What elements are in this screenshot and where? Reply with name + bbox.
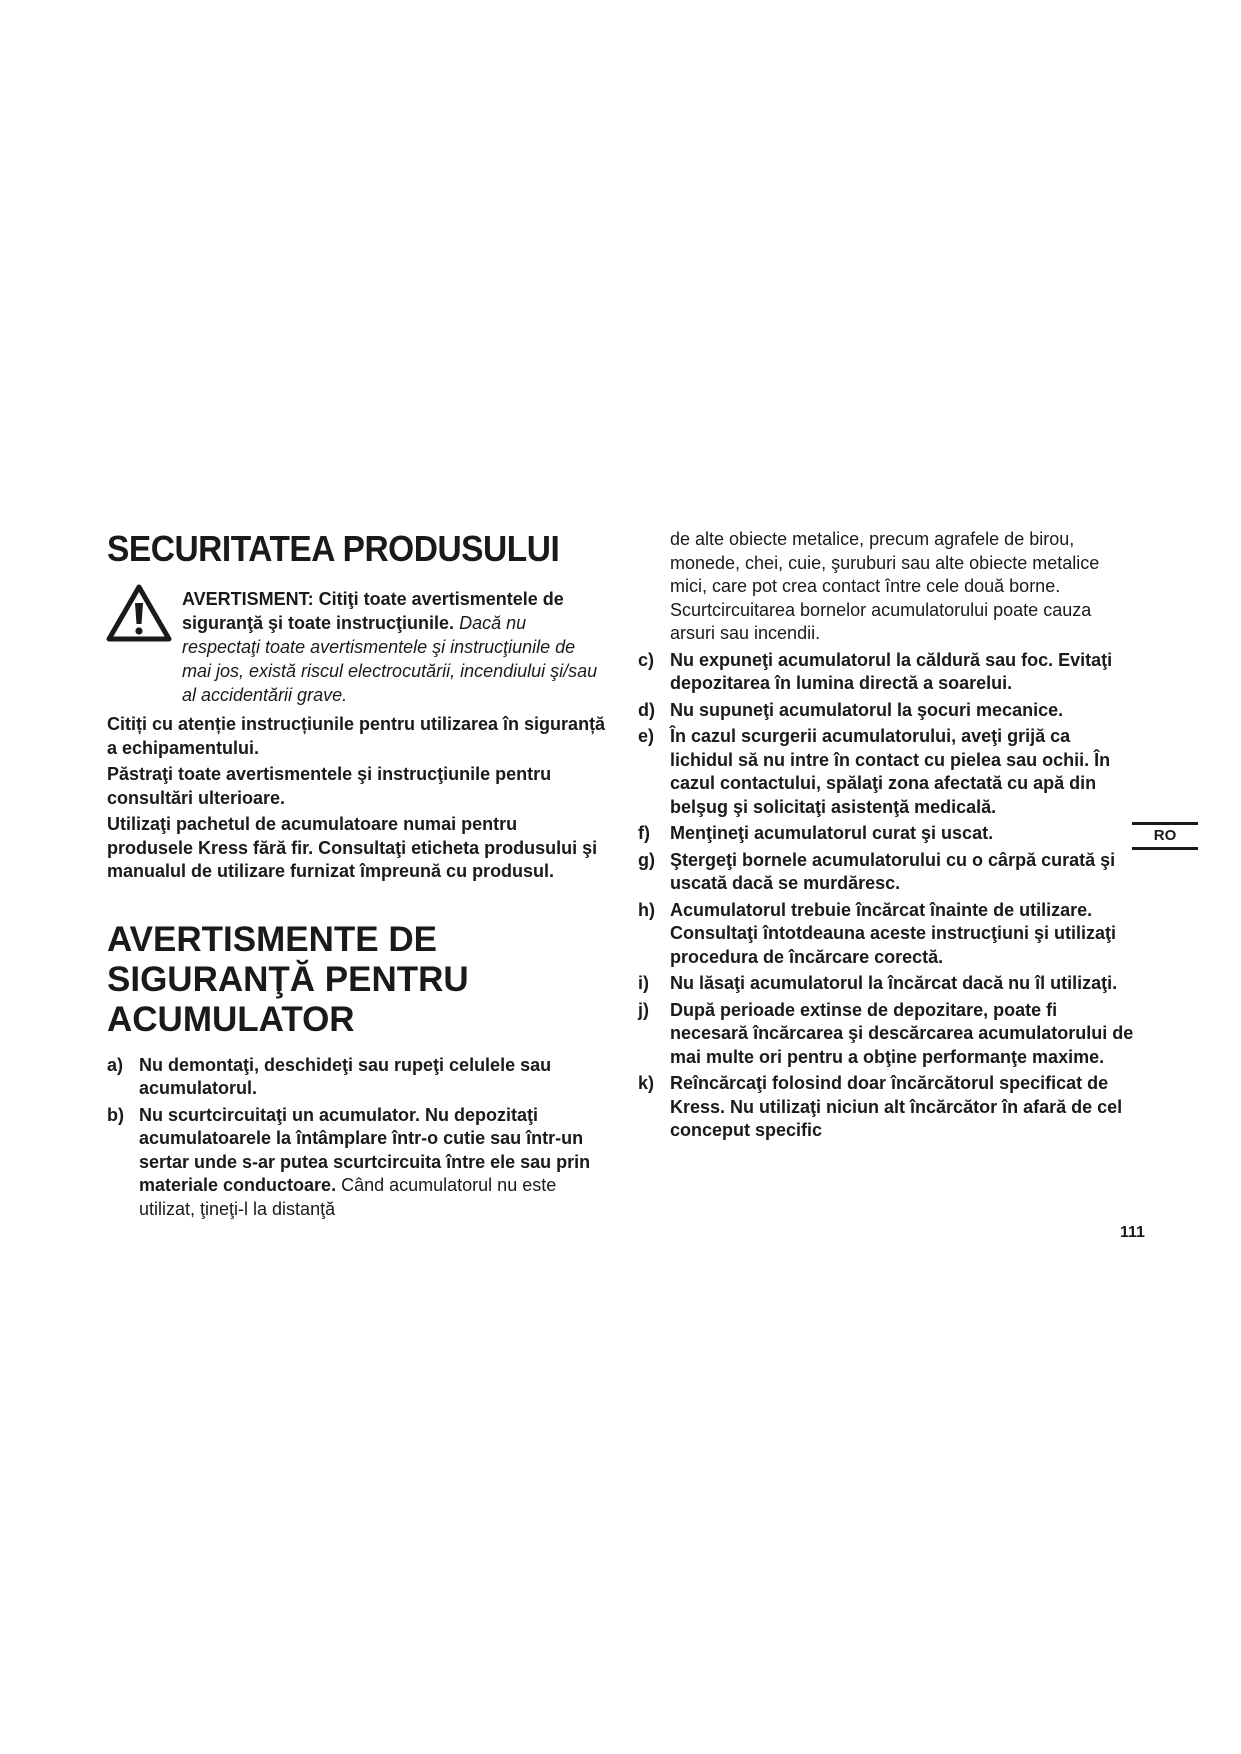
list-item: j) După perioade extinse de depozitare, poate fi necesară încărcarea şi descărcarea acumulatorului de mai multe ori pentru a obţine performanţe maxime.	[638, 999, 1134, 1067]
language-tab	[1132, 822, 1198, 850]
battery-warning-list-left	[107, 1054, 607, 1222]
list-item: h) Acumulatorul trebuie încărcat înainte de utilizare. Consultaţi întotdeauna aceste instrucţiuni şi utilizaţi procedura de încărcare corectă.	[638, 899, 1117, 967]
battery-warning-list-right	[638, 649, 1138, 1143]
paragraph-keep-warnings: Păstraţi toate avertismentele şi instrucţiunile pentru consultări ulterioare.	[107, 764, 552, 808]
right-column	[638, 528, 1138, 1146]
paragraph-read-instructions: Citiți cu atenție instrucțiunile pentru utilizarea în siguranță a echipamentului.	[107, 714, 606, 758]
list-item: i) Nu lăsaţi acumulatorul la încărcat dacă nu îl utilizaţi.	[638, 973, 1118, 993]
warning-block	[107, 584, 607, 707]
list-item: f) Menţineţi acumulatorul curat şi uscat.	[638, 823, 994, 843]
warning-triangle-icon	[106, 584, 172, 642]
section-title-battery-safety: AVERTISMENTE DE SIGURANŢĂ PENTRU ACUMULATOR	[107, 919, 469, 1039]
warning-bold-text: AVERTISMENT: Citiţi toate avertismentele de siguranţă şi toate instrucţiunile.	[182, 589, 564, 633]
warning-italic-text: Dacă nu respectaţi toate avertismentele şi instrucţiunile de mai jos, există riscul electrocutării, incendiului şi/sau al accidentării grave.	[182, 613, 598, 705]
continuation-text: de alte obiecte metalice, precum agrafele de birou, monede, chei, cuie, şuruburi sau alte obiecte metalice mici, care pot crea contact între cele două borne. Scurtcircuitarea bornelor acumulatorului poate cauza arsuri sau incendii.	[670, 529, 1100, 643]
list-item: k) Reîncărcaţi folosind doar încărcătorul specificat de Kress. Nu utilizaţi niciun alt încărcător în afară de cel conceput specific	[638, 1073, 1123, 1140]
tab-divider-bottom	[1132, 847, 1198, 850]
section-title-product-safety: SECURITATEA PRODUSULUI	[107, 528, 560, 569]
paragraph-use-battery-only: Utilizaţi pachetul de acumulatoare numai pentru produsele Kress fără fir. Consultaţi eticheta produsului şi manualul de utilizare furnizat împreună cu produsul.	[107, 814, 598, 881]
page-number: 111	[1120, 1224, 1145, 1241]
list-item: a) Nu demontaţi, deschideţi sau rupeţi celulele sau acumulatorul.	[107, 1054, 552, 1098]
list-item: g) Ştergeţi bornele acumulatorului cu o cârpă curată şi uscată dacă se murdăresc.	[638, 849, 1116, 893]
left-column	[107, 528, 607, 1224]
list-item: e) În cazul scurgerii acumulatorului, aveţi grijă ca lichidul să nu intre în contact cu pielea sau ochii. În cazul contactului, spălaţi zona afectată cu apă din belşug şi solicitaţi asistenţă medicală.	[638, 726, 1111, 817]
list-item: c) Nu expuneţi acumulatorul la căldură sau foc. Evitaţi depozitarea în lumina directă a soarelui.	[638, 649, 1113, 693]
list-item: b) Nu scurtcircuitaţi un acumulator. Nu depozitaţi acumulatoarele la întâmplare într-o cutie sau într-un sertar unde s-ar putea scurtcircuita între ele sau prin materiale conductoare. Când acumulatorul nu este utilizat, ţineţi-l la distanţă	[107, 1104, 591, 1219]
list-item: d) Nu supuneţi acumulatorul la şocuri mecanice.	[638, 699, 1064, 720]
language-tab-label: RO	[1153, 827, 1177, 844]
